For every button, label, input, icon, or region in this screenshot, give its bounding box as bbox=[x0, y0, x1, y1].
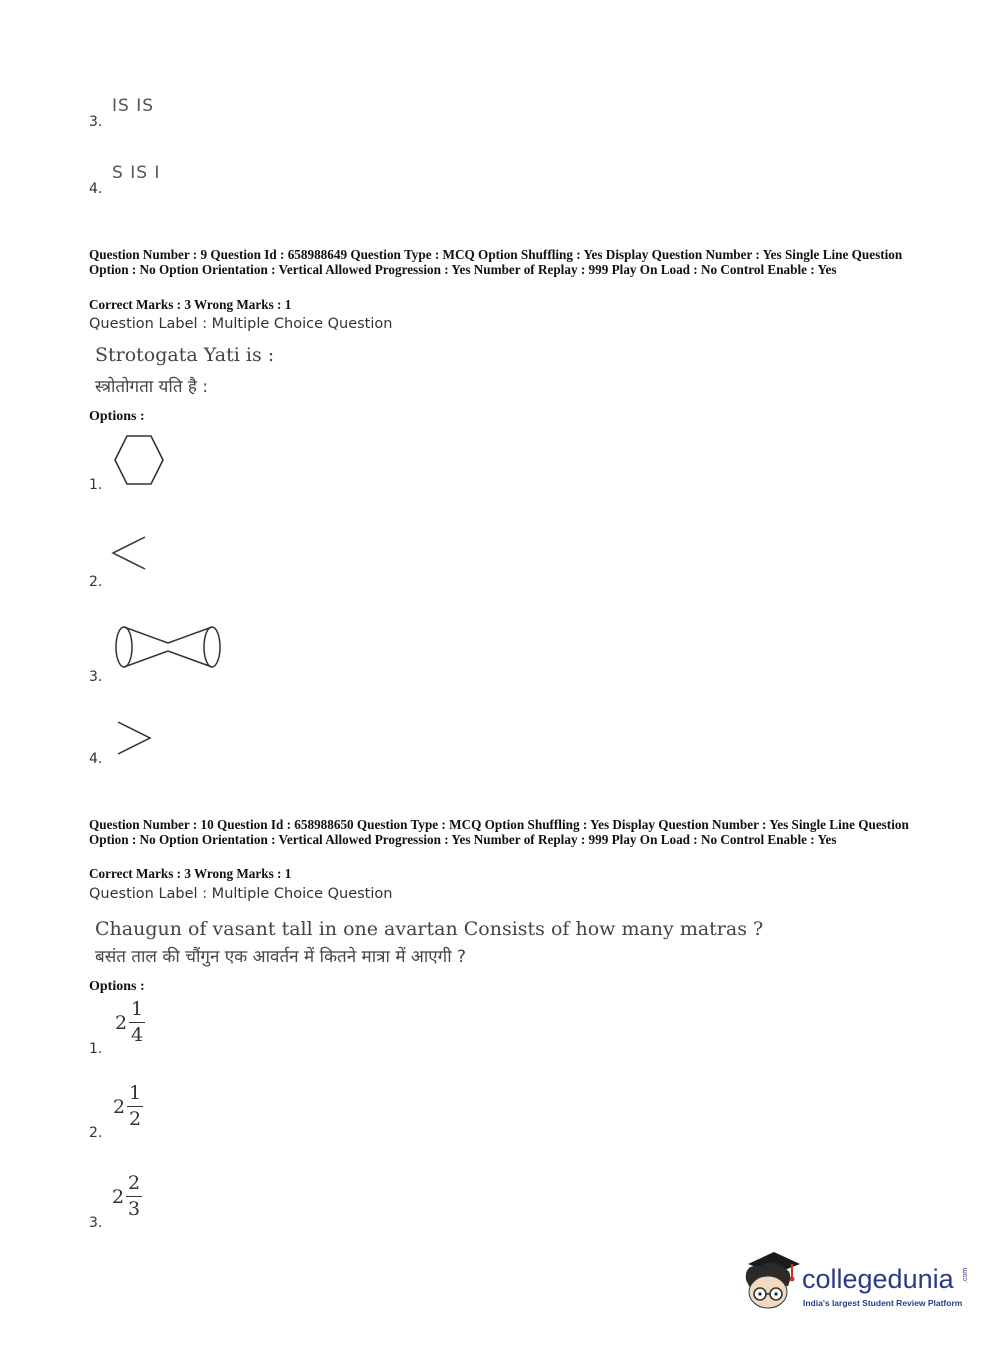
options-header: Options : bbox=[89, 979, 145, 994]
fraction-denominator: 3 bbox=[128, 1198, 141, 1220]
question-meta: Question Number : 9 Question Id : 658988649 Question Type : MCQ Option Shuffling : Yes Display Question Number : Yes Single Line Question Option : No Option Orientation : Vertical Allowed Progression : Yes Number of Replay : 999 Play On Load : No Control Enable : Yes bbox=[89, 247, 903, 277]
question-marks: Correct Marks : 3 Wrong Marks : 1 bbox=[89, 866, 292, 881]
hexagon-icon[interactable] bbox=[112, 434, 168, 486]
fraction-whole: 2 bbox=[113, 1096, 126, 1118]
collegedunia-logo[interactable] bbox=[740, 1250, 980, 1316]
question-text-hindi: बसंत ताल की चौंगुन एक आवर्तन में कितने मात्रा में आएगी ? bbox=[95, 947, 467, 967]
option-4-number: 4. bbox=[89, 751, 103, 767]
option-3-text: IS IS bbox=[112, 96, 155, 116]
question-text-english: Strotogata Yati is : bbox=[95, 344, 275, 366]
logo-wordmark: collegedunia bbox=[802, 1264, 954, 1294]
option-3-number: 3. bbox=[89, 669, 103, 685]
option-4-number: 4. bbox=[89, 181, 103, 197]
fraction-whole: 2 bbox=[115, 1012, 128, 1034]
option-3-number: 3. bbox=[89, 1215, 103, 1231]
logo-domain-suffix: .com bbox=[962, 1267, 970, 1284]
logo-tagline: India's largest Student Review Platform bbox=[803, 1298, 963, 1308]
mixed-fraction[interactable] bbox=[113, 1084, 153, 1134]
fraction-numerator: 1 bbox=[129, 1082, 142, 1104]
option-2-number: 2. bbox=[89, 574, 103, 590]
fraction-whole: 2 bbox=[112, 1186, 125, 1208]
fraction-denominator: 2 bbox=[129, 1108, 142, 1130]
fraction-numerator: 1 bbox=[131, 998, 144, 1020]
mascot-icon bbox=[740, 1250, 800, 1312]
question-marks: Correct Marks : 3 Wrong Marks : 1 bbox=[89, 297, 292, 312]
question-text-english: Chaugun of vasant tall in one avartan Consists of how many matras ? bbox=[95, 918, 764, 940]
fraction-denominator: 4 bbox=[131, 1024, 144, 1046]
fraction-numerator: 2 bbox=[128, 1172, 141, 1194]
options-header: Options : bbox=[89, 409, 145, 424]
option-2-number: 2. bbox=[89, 1125, 103, 1141]
question-meta: Question Number : 10 Question Id : 658988650 Question Type : MCQ Option Shuffling : Yes Display Question Number : Yes Single Line Question Option : No Option Orientation : Vertical Allowed Progression : Yes Number of Replay : 999 Play On Load : No Control Enable : Yes bbox=[89, 817, 909, 847]
option-1-number: 1. bbox=[89, 1041, 103, 1057]
question-label: Question Label : Multiple Choice Question bbox=[89, 886, 393, 902]
option-3-number: 3. bbox=[89, 114, 103, 130]
mixed-fraction[interactable] bbox=[115, 1000, 155, 1050]
question-text-hindi: स्त्रोतोगता यति है : bbox=[95, 377, 209, 397]
damaru-hourglass-icon[interactable] bbox=[110, 623, 226, 671]
mixed-fraction[interactable] bbox=[112, 1174, 152, 1224]
option-4-text: S IS I bbox=[112, 163, 161, 183]
question-label: Question Label : Multiple Choice Question bbox=[89, 316, 393, 332]
less-than-angle-icon[interactable] bbox=[110, 535, 150, 573]
option-1-number: 1. bbox=[89, 477, 103, 493]
greater-than-angle-icon[interactable] bbox=[114, 720, 154, 758]
